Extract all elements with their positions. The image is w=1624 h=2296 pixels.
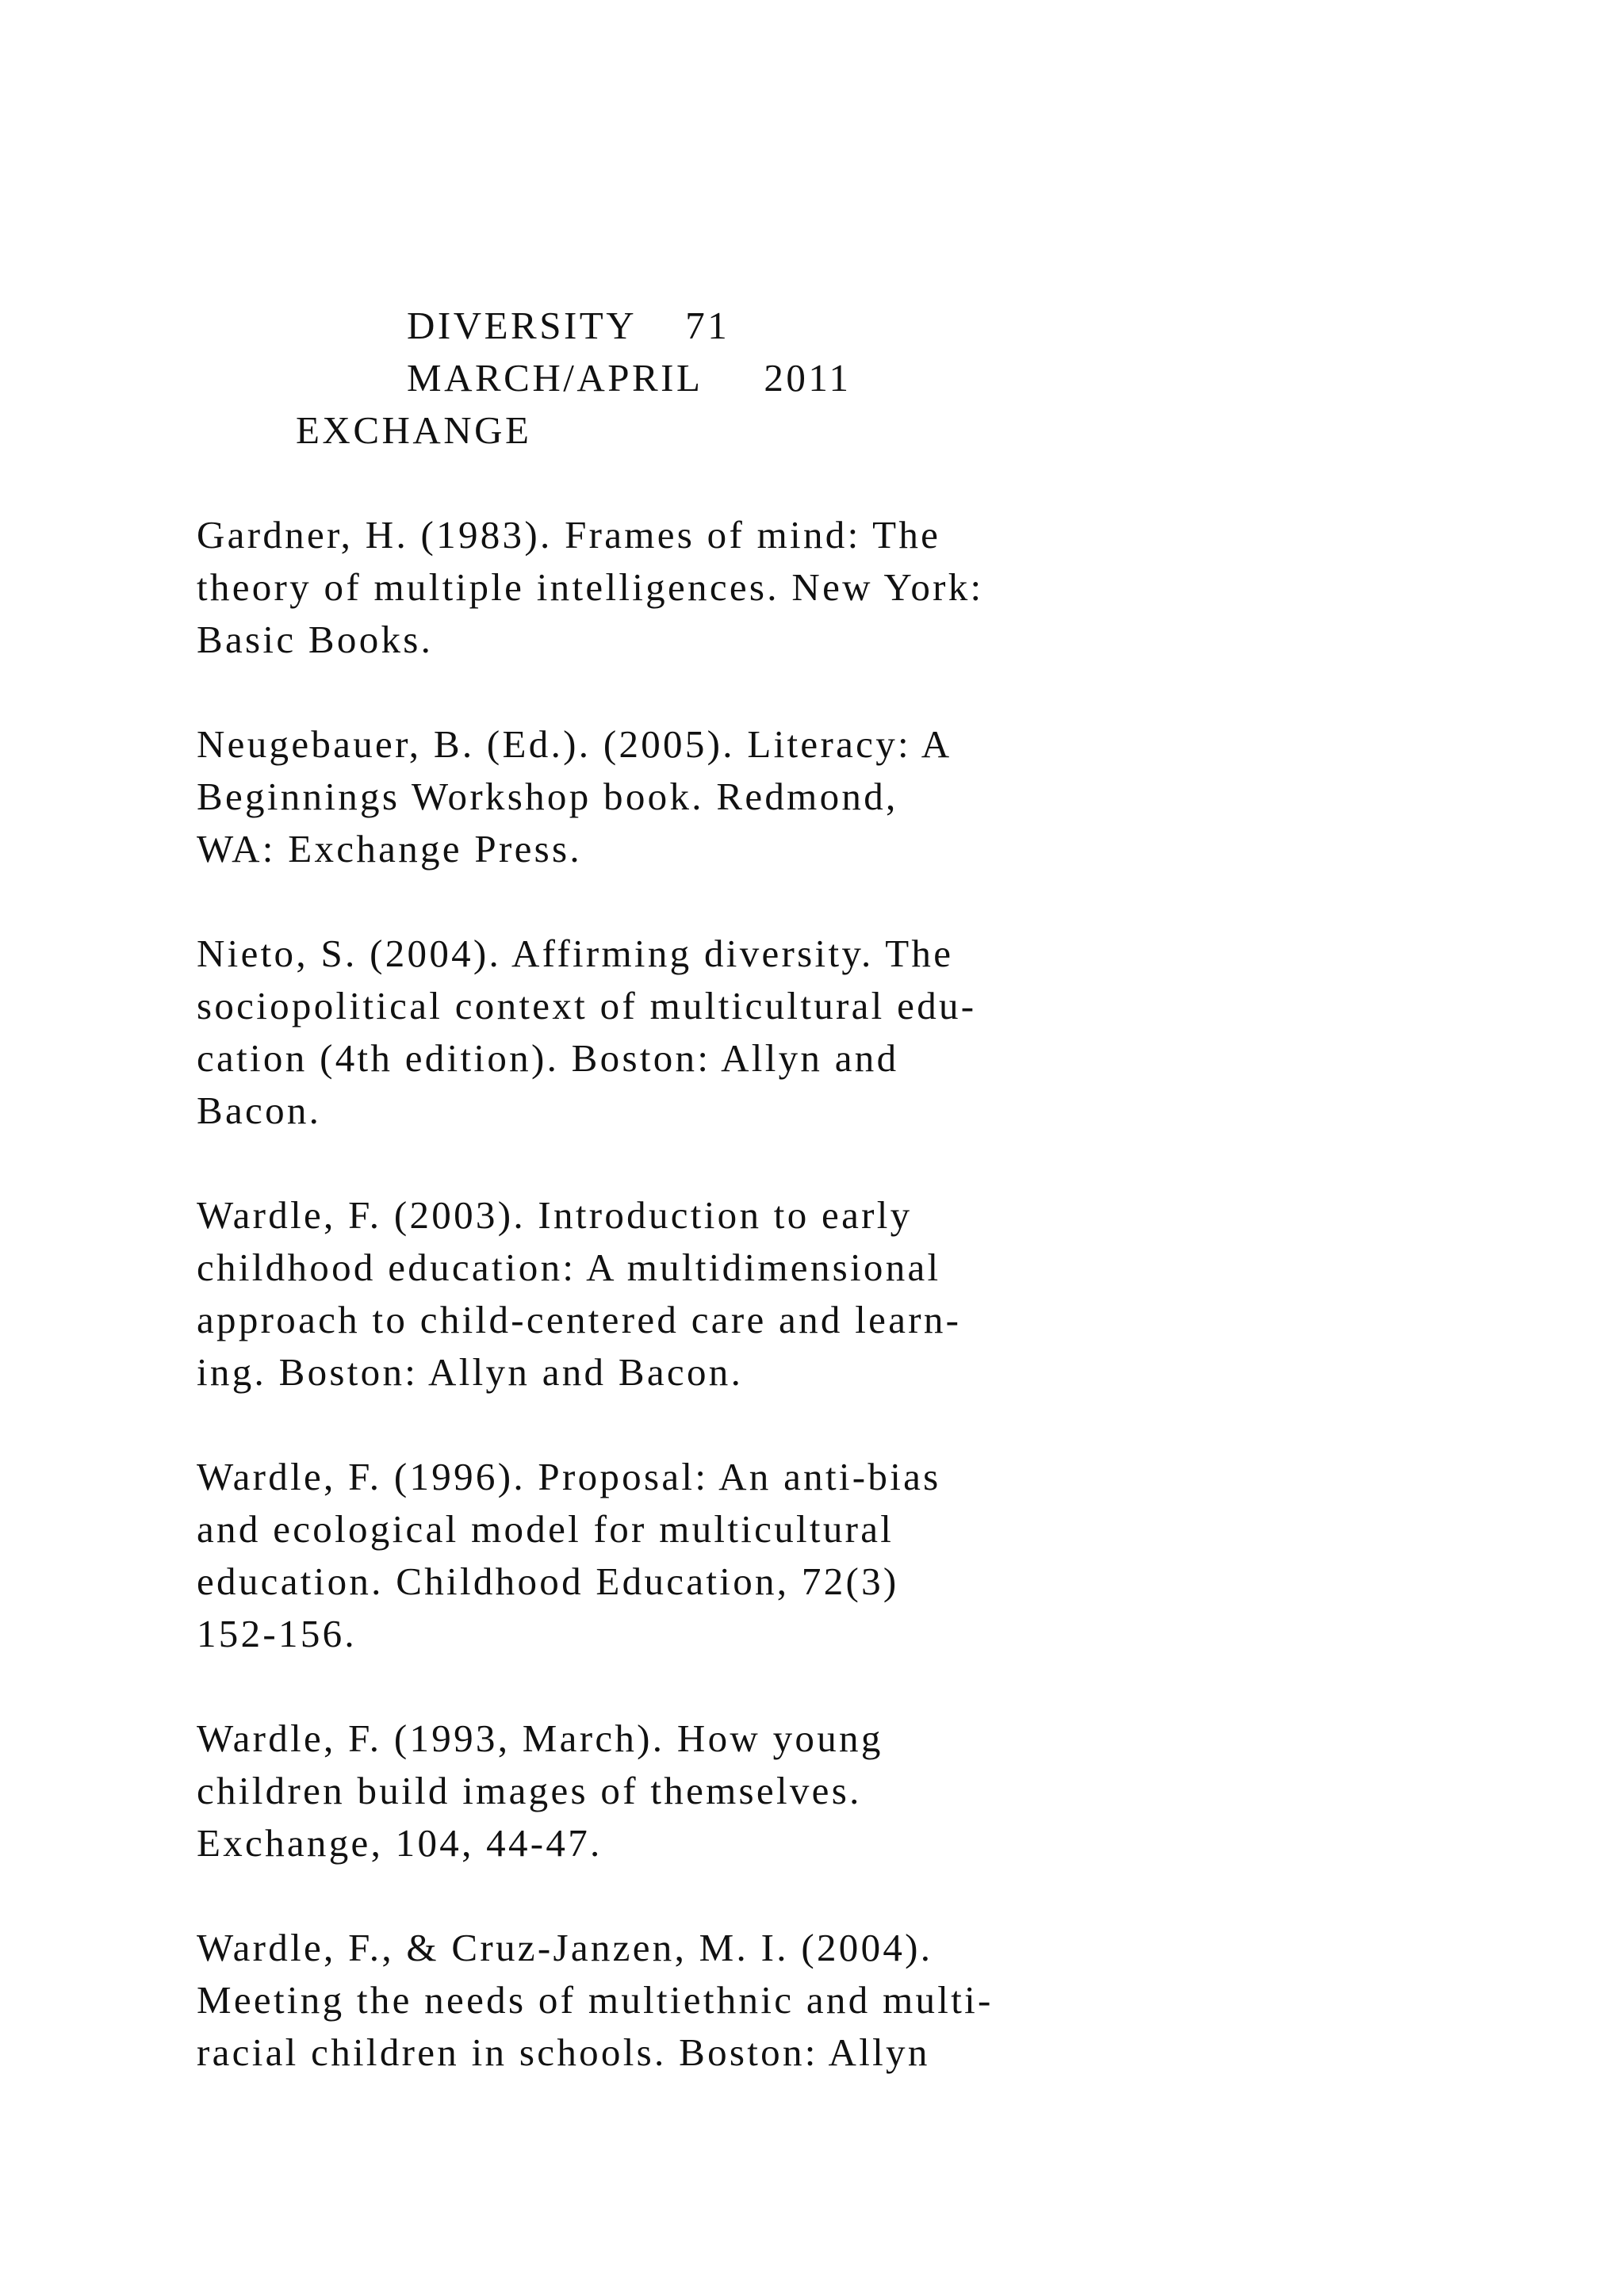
reference-line: sociopolitical context of multicultural edu- — [197, 984, 977, 1027]
reference-line: education. Childhood Education, 72(3) — [197, 1559, 899, 1603]
header-publication: EXCHANGE — [296, 408, 532, 452]
reference-list — [197, 509, 1307, 2131]
reference-line: Nieto, S. (2004). Affirming diversity. The — [197, 932, 954, 975]
reference-line: Meeting the needs of multiethnic and multi- — [197, 1978, 994, 2022]
reference-entry — [197, 1189, 1307, 1399]
reference-line: Gardner, H. (1983). Frames of mind: The — [197, 513, 941, 557]
header-section-page: DIVERSITY 71 — [407, 304, 730, 347]
reference-line: Wardle, F. (1993, March). How young — [197, 1716, 883, 1760]
reference-line: Wardle, F. (2003). Introduction to early — [197, 1193, 913, 1237]
reference-line: Wardle, F. (1996). Proposal: An anti-bias — [197, 1455, 941, 1498]
reference-entry — [197, 718, 1307, 875]
reference-entry — [197, 1922, 1307, 2079]
reference-entry — [197, 1712, 1307, 1869]
reference-line: children build images of themselves. — [197, 1769, 862, 1812]
reference-line: ing. Boston: Allyn and Bacon. — [197, 1350, 744, 1394]
reference-line: cation (4th edition). Boston: Allyn and — [197, 1036, 899, 1080]
reference-line: Neugebauer, B. (Ed.). (2005). Literacy: A — [197, 722, 952, 766]
reference-line: 152-156. — [197, 1612, 357, 1655]
reference-line: approach to child-centered care and learn- — [197, 1298, 962, 1341]
reference-line: Bacon. — [197, 1089, 322, 1132]
reference-line: childhood education: A multidimensional — [197, 1246, 941, 1289]
reference-line: theory of multiple intelligences. New York: — [197, 565, 984, 609]
reference-line: Wardle, F., & Cruz-Janzen, M. I. (2004). — [197, 1926, 933, 1969]
reference-line: WA: Exchange Press. — [197, 827, 582, 871]
reference-entry — [197, 509, 1307, 666]
reference-line: Basic Books. — [197, 618, 434, 661]
reference-entry — [197, 928, 1307, 1137]
reference-entry — [197, 1451, 1307, 1660]
reference-line: racial children in schools. Boston: Allyn — [197, 2030, 930, 2074]
reference-line: Beginnings Workshop book. Redmond, — [197, 775, 898, 818]
reference-line: Exchange, 104, 44-47. — [197, 1821, 603, 1865]
reference-line: and ecological model for multicultural — [197, 1507, 894, 1551]
header-issue-date: MARCH/APRIL 2011 — [407, 356, 852, 400]
